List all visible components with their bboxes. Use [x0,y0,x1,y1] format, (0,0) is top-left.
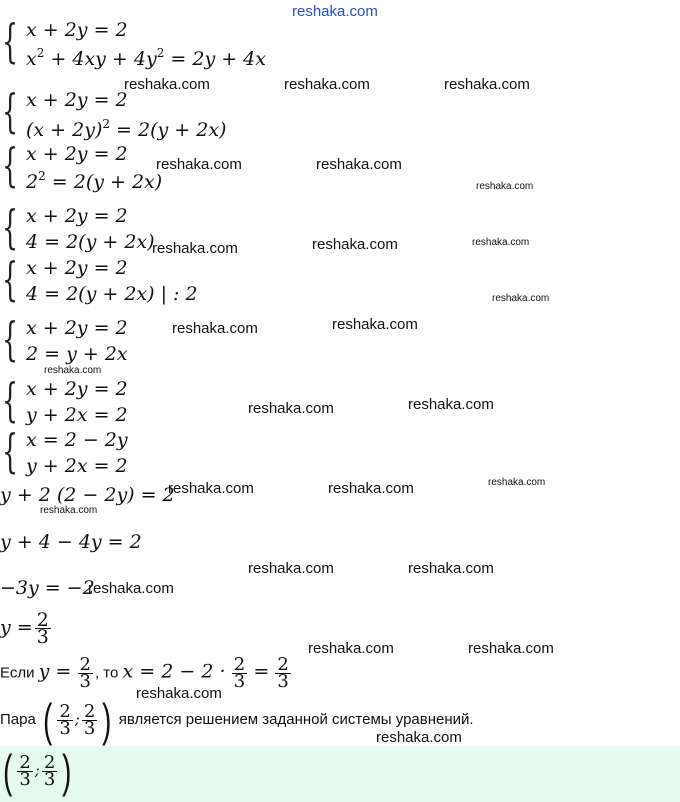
watermark: reshaka.com [248,400,334,417]
watermark: reshaka.com [248,560,334,577]
watermark: reshaka.com [468,640,554,657]
system-3-eq-2: $2^2 = 2(y + 2x)$ [26,169,163,193]
watermark: reshaka.com [172,320,258,337]
watermark: reshaka.com [168,480,254,497]
system-brace-2: { [2,84,19,138]
watermark: reshaka.com [312,236,398,253]
if-line: Если y = $\frac{2}{3}$ , то x = 2 − 2 · $\frac{2}{3}$ = $\frac{2}{3}$ [0,654,289,692]
watermark: reshaka.com [88,580,174,597]
system-6-eq-2: 2 = y + 2x [26,343,128,365]
watermark: reshaka.com [476,181,534,192]
answer-pair: ( $\frac{2}{3}$ ; $\frac{2}{3}$ ) [3,745,72,797]
system-8-eq-1: x = 2 − 2y [26,429,128,451]
answer-box [0,746,680,802]
system-brace-5: { [2,252,19,306]
system-brace-3: { [2,138,19,192]
watermark: reshaka.com [408,396,494,413]
watermark: reshaka.com [472,237,530,248]
watermark: reshaka.com [444,76,530,93]
system-1-eq-1: x + 2y = 2 [26,19,128,41]
watermark: reshaka.com [284,76,370,93]
system-7-eq-1: x + 2y = 2 [26,378,128,400]
system-brace-1: { [2,14,19,68]
watermark: reshaka.com [156,156,242,173]
system-1-eq-2: $x^2 + 4xy + 4y^2 = 2y + 4x$ [26,46,266,70]
watermark: reshaka.com [124,76,210,93]
watermark: reshaka.com [492,293,550,304]
system-8-eq-2: y + 2x = 2 [26,455,128,477]
system-3-eq-1: x + 2y = 2 [26,143,128,165]
line-expand: y + 4 − 4y = 2 [0,531,142,553]
system-brace-6: { [2,312,19,366]
line-simplify: −3y = −2 [0,577,95,599]
top-watermark: reshaka.com [292,3,378,20]
watermark: reshaka.com [44,365,102,376]
system-4-eq-2: 4 = 2(y + 2x) [26,231,155,253]
system-4-eq-1: x + 2y = 2 [26,205,128,227]
system-2-eq-2: $(x + 2y)^2 = 2(y + 2x)$ [26,117,227,141]
system-7-eq-2: y + 2x = 2 [26,404,128,426]
line-substitution: y + 2 (2 − 2y) = 2 [0,484,175,506]
line-y-value: y = $\frac{2}{3}$ [0,609,49,648]
system-brace-8: { [2,424,19,478]
watermark: reshaka.com [308,640,394,657]
system-5-eq-1: x + 2y = 2 [26,257,128,279]
watermark: reshaka.com [316,156,402,173]
pair-line: Пара ( $\frac{2}{3}$ ; $\frac{2}{3}$ ) является решением заданной системы уравнений. [0,694,474,746]
system-2-eq-1: x + 2y = 2 [26,89,128,111]
watermark: reshaka.com [408,560,494,577]
watermark: reshaka.com [136,685,222,702]
system-5-eq-2: 4 = 2(y + 2x) | : 2 [26,283,198,305]
system-brace-4: { [2,200,19,254]
system-brace-7: { [2,373,19,427]
watermark: reshaka.com [332,316,418,333]
watermark: reshaka.com [488,477,546,488]
fraction-two-thirds: $\frac{2}{3}$ [36,609,49,648]
watermark: reshaka.com [40,505,98,516]
system-6-eq-1: x + 2y = 2 [26,317,128,339]
watermark: reshaka.com [152,240,238,257]
watermark: reshaka.com [376,729,462,746]
watermark: reshaka.com [328,480,414,497]
